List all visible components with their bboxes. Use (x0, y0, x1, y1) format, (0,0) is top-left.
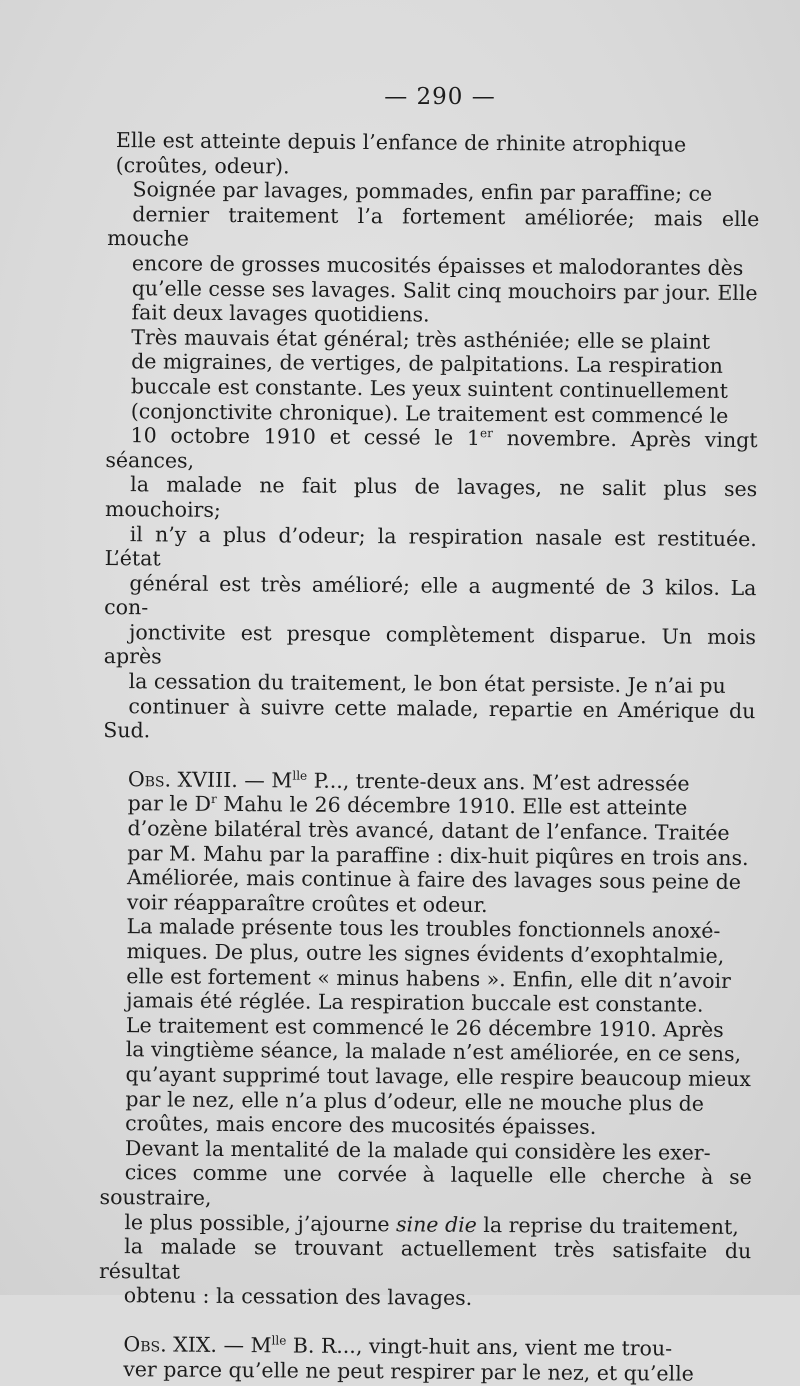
text-line: qu’elle cesse ses lavages. Salit cinq mouchoirs par jour. Elle (131, 275, 758, 305)
text-line: la vingtième séance, la malade n’est améliorée, en ce sens, (125, 1037, 742, 1067)
superscript: r (210, 792, 217, 807)
paragraph-troubles (101, 914, 754, 1017)
text-line: jonctivite est presque complètement disparue. Un mois après (103, 620, 757, 669)
paragraph-mentalite (99, 1136, 752, 1313)
text-line: miques. De plus, outre les signes évidents d’exophtalmie, (126, 939, 725, 968)
text-line: la malade ne fait plus de lavages, ne salit plus ses mouchoirs; (104, 472, 758, 522)
text-run: P..., trente-deux ans. M’est adressée (307, 768, 690, 796)
text-run: — M (216, 1332, 272, 1358)
text-line: obtenu : la cessation des lavages. (123, 1283, 473, 1311)
paragraph-etat-general (103, 325, 758, 748)
text-line: qu’ayant supprimé tout lavage, elle respire beaucoup mieux (125, 1062, 752, 1092)
text-run: Mahu le 26 décembre 1910. Elle est atteinte (216, 792, 688, 821)
text-run: la reprise du traitement, (476, 1212, 739, 1239)
paragraph-rhinite (108, 128, 760, 182)
text-line: la cessation du traitement, le bon état persiste. Je n’ai pu (128, 669, 726, 698)
text-line: fait deux lavages quotidiens. (131, 300, 430, 327)
paragraph-resultat (100, 1013, 753, 1141)
text-line: voir réapparaître croûtes et odeur. (126, 889, 488, 917)
text-line: (croûtes, odeur). (115, 152, 290, 179)
paragraph-obs-xix (98, 1332, 750, 1386)
text-line: Très mauvais état général; très asthéniée; elle se plaint (131, 324, 711, 354)
text-line: Améliorée, mais continue à faire des lavages sous peine de (127, 865, 741, 895)
text-line: Soignée par lavages, pommades, enfin par paraffine; ce (132, 177, 713, 206)
text-run: le plus possible, j’ajourne (124, 1209, 397, 1236)
text-line: ver parce qu’elle ne peut respirer par le nez, et qu’elle (123, 1356, 694, 1386)
page-number: — 290 — (384, 84, 496, 110)
text-line: buccale est constante. Les yeux suintent continuellement (130, 374, 728, 403)
text-line: Devant la mentalité de la malade qui considère les exer- (124, 1135, 711, 1165)
observation-heading: Obs. XIX. (123, 1332, 218, 1357)
paragraph-obs-xviii (102, 767, 755, 920)
text-line: La malade présente tous les troubles fonctionnels anoxé- (126, 914, 721, 944)
text-line: par M. Mahu par la paraffine : dix-huit piqûres en trois ans. (127, 840, 749, 870)
text-line: général est très amélioré; elle a augmenté de 3 kilos. La con- (104, 570, 757, 620)
text-line (105, 423, 757, 477)
text-line: jamais été réglée. La respiration buccale est constante. (126, 988, 704, 1017)
paragraph-traitement (106, 177, 759, 330)
superscript: lle (271, 1333, 287, 1348)
text-run: — M (237, 767, 293, 793)
text-line: la malade se trouvant actuellement très satisfaite du résultat (98, 1234, 752, 1284)
text-line: cices comme une corvée à laquelle elle cherche à se soustraire, (99, 1160, 752, 1210)
text-line: dernier traitement l’a fortement améliorée; mais elle mouche (107, 201, 760, 252)
text-line: par le nez, elle n’a plus d’odeur, elle ne mouche plus de (125, 1086, 705, 1116)
text-line: Elle est atteinte depuis l’enfance de rhinite atrophique (115, 128, 687, 157)
superscript: lle (292, 768, 308, 783)
text-line: continuer à suivre cette malade, repartie en Amérique du Sud. (103, 693, 756, 743)
text-run: B. R..., vingt-huit ans, vient me trou- (286, 1333, 673, 1361)
italic-phrase: sine die (395, 1211, 477, 1237)
superscript: er (479, 426, 493, 441)
text-line: elle est fortement « minus habens ». Enfin, elle dit n’avoir (126, 963, 731, 993)
text-line: il n’y a plus d’odeur; la respiration nasale est restituée. L’état (104, 521, 757, 571)
text-line: croûtes, mais encore des mucosités épaisses. (125, 1111, 597, 1140)
text-run: par le D (127, 791, 212, 817)
body-text (98, 128, 760, 1386)
text-line: Le traitement est commencé le 26 décembre 1910. Après (125, 1012, 724, 1042)
text-line: de migraines, de vertiges, de palpitations. La respiration (131, 349, 724, 379)
observation-heading: Obs. XVIII. (127, 767, 238, 792)
text-line: d’ozène bilatéral très avancé, datant de l’enfance. Traitée (127, 816, 730, 845)
text-run: novembre. Après vingt séances, (105, 426, 758, 473)
text-line: encore de grosses mucosités épaisses et malodorantes dès (131, 251, 744, 280)
text-run: 10 octobre 1910 et cessé le 1 (130, 423, 481, 451)
text-line: (conjonctivite chronique). Le traitement est commencé le (130, 398, 729, 428)
